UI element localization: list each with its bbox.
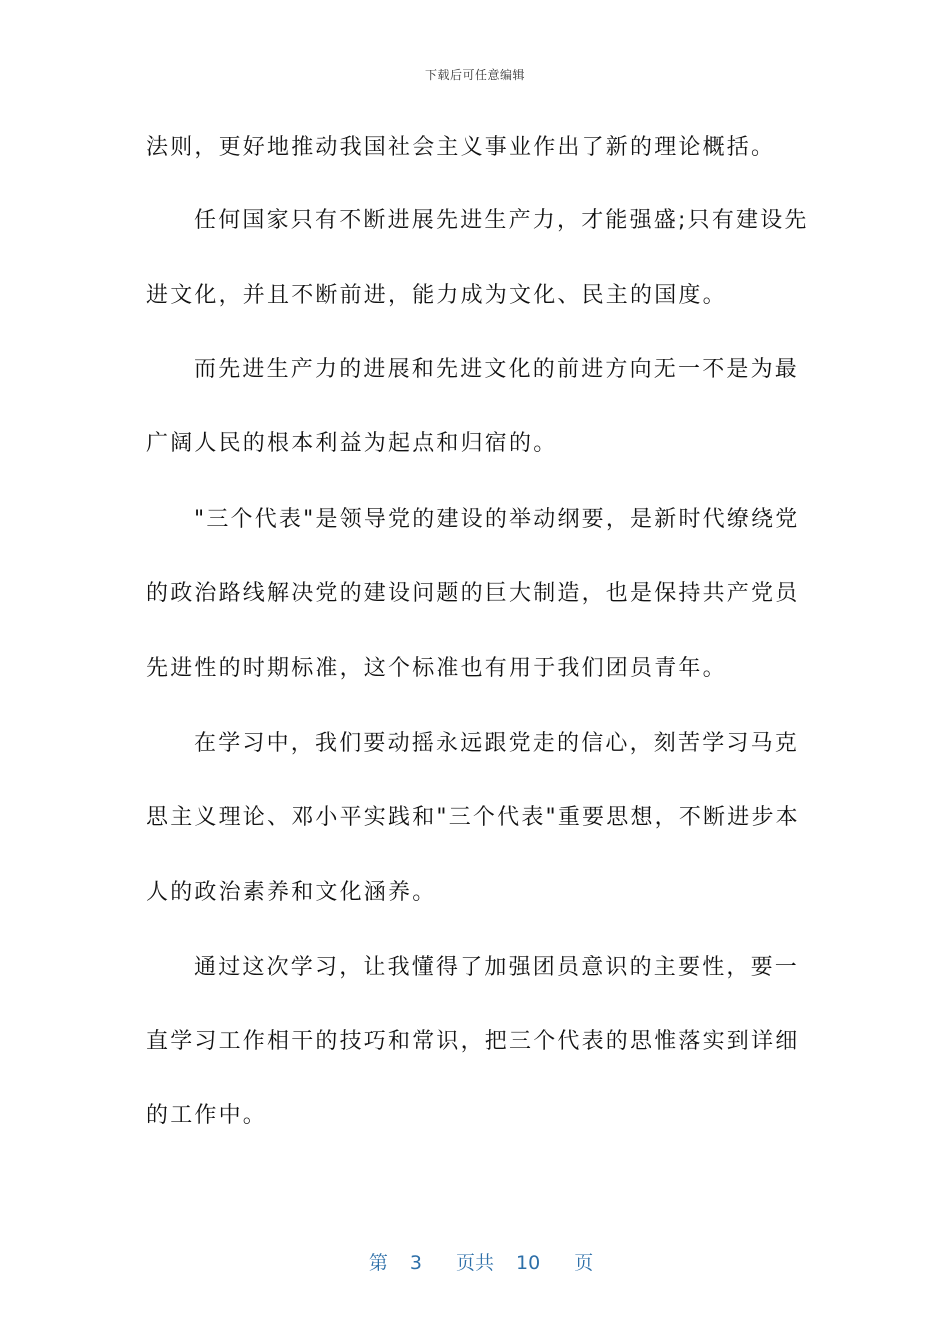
text-line: 人的政治素养和文化涵养。 [146, 880, 437, 905]
footer-current-page: 3 [409, 1252, 422, 1274]
text-line: 先进性的时期标准，这个标准也有用于我们团员青年。 [146, 656, 727, 681]
text-line: "三个代表"是领导党的建设的举动纲要，是新时代缭绕党 [194, 507, 800, 532]
footer-page-end-word: 页 [574, 1252, 594, 1274]
footer-page-word: 第 [368, 1252, 388, 1274]
header-note: 下载后可任意编辑 [424, 68, 525, 82]
text-line: 思主义理论、邓小平实践和"三个代表"重要思想，不断进步本 [146, 805, 800, 830]
text-line: 的工作中。 [146, 1103, 268, 1128]
text-line: 法则，更好地推动我国社会主义事业作出了新的理论概括。 [146, 135, 776, 160]
text-line: 直学习工作相干的技巧和常识，把三个代表的思惟落实到详细 [146, 1029, 800, 1054]
footer-page-of-word: 页共 [455, 1252, 494, 1274]
footer-total-pages: 10 [516, 1252, 541, 1274]
text-line: 通过这次学习，让我懂得了加强团员意识的主要性，要一 [194, 955, 800, 980]
text-line: 广阔人民的根本利益为起点和归宿的。 [146, 431, 558, 456]
text-line: 任何国家只有不断进展先进生产力，才能强盛;只有建设先 [194, 208, 809, 233]
text-line: 的政治路线解决党的建设问题的巨大制造，也是保持共产党员 [146, 581, 800, 606]
page-footer [0, 1226, 950, 1275]
text-line: 在学习中，我们要动摇永远跟党走的信心，刻苦学习马克 [194, 731, 800, 756]
text-line: 而先进生产力的进展和先进文化的前进方向无一不是为最 [194, 357, 800, 382]
text-line: 进文化，并且不断前进，能力成为文化、民主的国度。 [146, 283, 727, 308]
